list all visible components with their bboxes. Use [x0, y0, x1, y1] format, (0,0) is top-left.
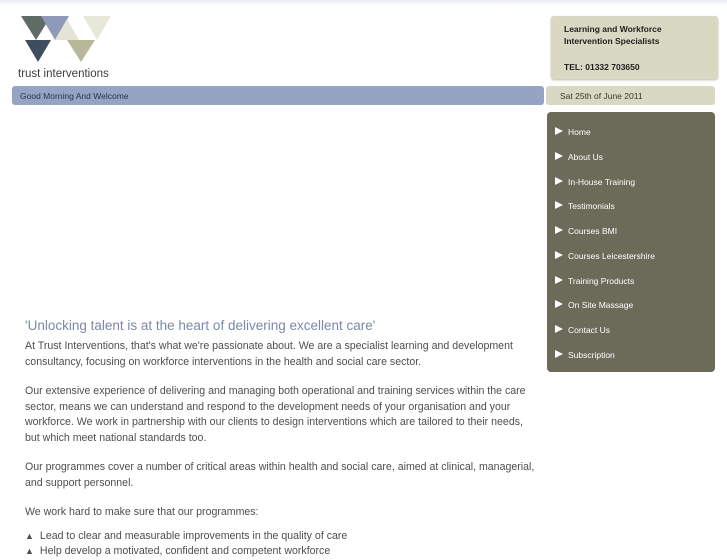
- play-arrow-icon: [555, 152, 563, 160]
- triangle-bullet-icon: ▲: [25, 546, 34, 556]
- intro-paragraph: At Trust Interventions, that's what we're passionate about. We are a specialist learning and development consultancy, focusing on workforce interventions in the health and social care sector.: [25, 340, 513, 368]
- logo-text: trust interventions: [18, 68, 109, 80]
- nav-item-in-house-training[interactable]: [555, 174, 710, 192]
- nav-label: Subscription: [568, 350, 615, 360]
- nav-label: About Us: [568, 152, 603, 162]
- current-date: Sat 25th of June 2011: [560, 91, 643, 101]
- logo-triangles-icon: [21, 14, 111, 66]
- play-arrow-icon: [555, 201, 563, 209]
- top-strip: [0, 0, 727, 6]
- contact-box: [551, 16, 718, 79]
- nav-item-testimonials[interactable]: [555, 198, 710, 216]
- nav-item-courses-leicestershire[interactable]: [555, 248, 710, 266]
- nav-label: Training Products: [568, 276, 635, 286]
- nav-label: In-House Training: [568, 177, 636, 187]
- triangle-bullet-icon: ▲: [25, 530, 34, 541]
- play-arrow-icon: [555, 226, 563, 234]
- tagline-line-1: Learning and Workforce: [564, 24, 662, 34]
- nav-label: Courses Leicestershire: [568, 251, 655, 261]
- commitment-paragraph: We work hard to make sure that our programmes:: [25, 506, 259, 518]
- nav-label: On Site Massage: [568, 300, 634, 310]
- experience-paragraph: Our extensive experience of delivering and managing both operational and training services within the care sector, means we can understand and respond to the development needs of your organisation and your workforce. We work in partnership with our clients to design interventions which are tailored to their needs, but which meet national standards too.: [25, 385, 526, 444]
- play-arrow-icon: [555, 350, 563, 358]
- nav-label: Testimonials: [568, 201, 615, 211]
- sidebar-nav: [547, 112, 715, 372]
- nav-item-about-us[interactable]: [555, 149, 710, 167]
- nav-item-courses-bmi[interactable]: [555, 223, 710, 241]
- play-arrow-icon: [555, 276, 563, 284]
- play-arrow-icon: [555, 177, 563, 185]
- nav-label: Contact Us: [568, 325, 611, 335]
- page-headline: 'Unlocking talent is at the heart of delivering excellent care': [25, 318, 376, 333]
- play-arrow-icon: [555, 325, 563, 333]
- list-item-text: Help develop a motivated, confident and competent workforce: [39, 545, 331, 557]
- programmes-paragraph: Our programmes cover a number of critical areas within health and social care, aimed at clinical, managerial, and support personnel.: [25, 461, 535, 489]
- nav-label: Courses BMI: [568, 226, 618, 236]
- telephone: TEL: 01332 703650: [564, 62, 640, 72]
- welcome-bar: [12, 86, 544, 105]
- nav-item-contact-us[interactable]: [555, 322, 710, 340]
- nav-item-on-site-massage[interactable]: [555, 297, 710, 315]
- welcome-text: Good Morning And Welcome: [20, 91, 129, 101]
- date-box: [546, 86, 715, 105]
- nav-label: Home: [568, 127, 591, 137]
- logo[interactable]: [18, 14, 118, 84]
- play-arrow-icon: [555, 127, 563, 135]
- tagline-line-2: Intervention Specialists: [564, 36, 660, 46]
- nav-item-home[interactable]: [555, 124, 710, 142]
- list-item-text: Lead to clear and measurable improvements in the quality of care: [39, 529, 348, 542]
- list-item: [25, 544, 535, 560]
- nav-item-training-products[interactable]: [555, 273, 710, 291]
- nav-item-subscription[interactable]: [555, 347, 710, 365]
- benefits-list: [25, 529, 535, 560]
- main-content: [25, 318, 535, 560]
- play-arrow-icon: [555, 300, 563, 308]
- list-item: [25, 529, 535, 545]
- play-arrow-icon: [555, 251, 563, 259]
